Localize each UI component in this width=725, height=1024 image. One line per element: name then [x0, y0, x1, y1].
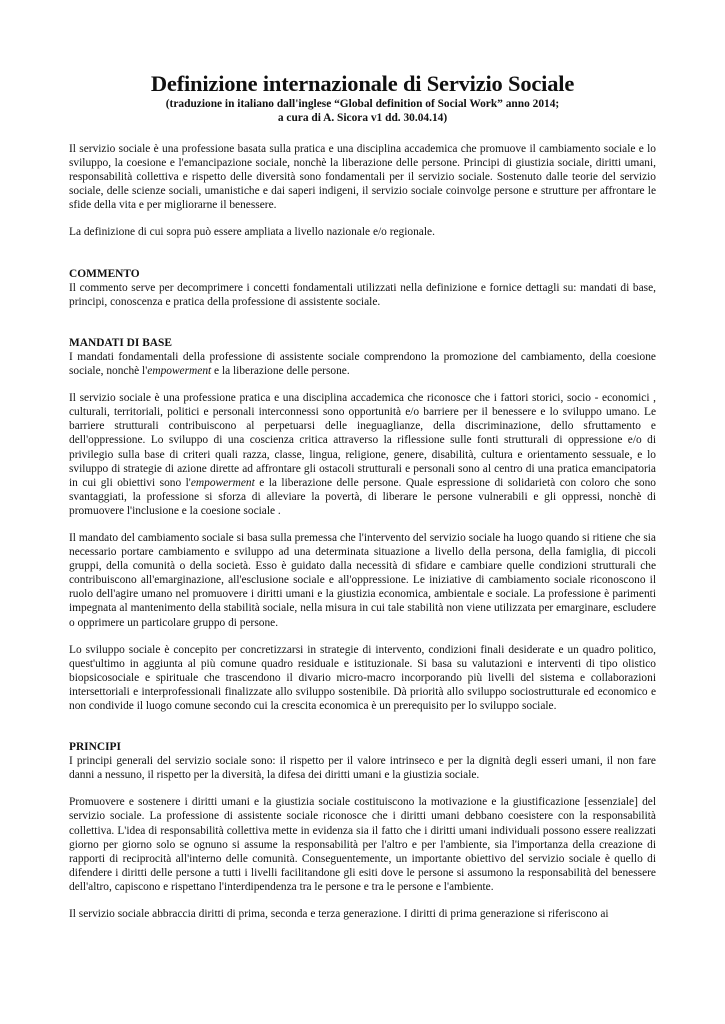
text-run: Il servizio sociale è una professione pratica e una disciplina accademica che riconosce che i fattori storici, socio - economici , culturali, territoriali, politici e personali interconnessi sono opportunità e/o barriere per il benessere e lo sviluppo umano. Le barriere strutturali contribuiscono al perpetuarsi delle ineguaglianze, della discriminazione, dello sfruttamento e dell'oppressione. Lo sviluppo di una coscienza critica attraverso la riflessione sulle fonti strutturali di oppressione e/o di privilegio sulla base di criteri quali razza, classe, lingua, religione, genere, disabilità, cultura e orientamento sessuale, e lo sviluppo di strategie di azione dirette ad affrontare gli ostacoli strutturali e personali sono al centro di una pratica emancipatoria in cui gli obiettivi sono l' [69, 392, 656, 489]
mandati-paragraph-2 [69, 391, 656, 518]
emphasis-empowerment: empowerment [190, 476, 255, 489]
page-title: Definizione internazionale di Servizio Sociale [150, 71, 575, 96]
mandati-paragraph-4: Lo sviluppo sociale è concepito per concretizzarsi in strategie di intervento, condizioni finali desiderate e un quadro politico, quest'ultimo in aggiunta al più comune quadro residuale e istituzionale. Si basa su valutazioni e interventi di tipo olistico biopsicosociale e spirituale che trascendono il divario micro-macro incorporando più livelli del sistema e collaborazioni intersettoriali e interprofessionali finalizzate allo sviluppo sostenibile. Dà priorità allo sviluppo sociostrutturale ed economico e non condivide il luogo comune secondo cui la crescita economica è un prerequisito per lo sviluppo sociale. [69, 643, 656, 712]
subtitle-line-2: a cura di A. Sicora v1 dd. 30.04.14) [277, 112, 448, 124]
section-heading-mandati: MANDATI DI BASE [69, 336, 172, 349]
intro-paragraph-1: Il servizio sociale è una professione basata sulla pratica e una disciplina accademica che promuove il cambiamento sociale e lo sviluppo, la coesione e l'emancipazione sociale, nonchè la liberazione delle persone. Principi di giustizia sociale, diritti umani, responsabilità collettiva e rispetto delle diversità sono fondamentali per il servizio sociale. Sostenuto dalle teorie del servizio sociale, delle scienze sociali, umanistiche e dai saperi indigeni, il servizio sociale coinvolge persone e strutture per affrontare le sfide della vita e per migliorarne il benessere. [69, 143, 656, 212]
intro-paragraph-2: La definizione di cui sopra può essere ampliata a livello nazionale e/o regionale. [69, 226, 435, 239]
text-run: e la liberazione delle persone. Quale espressione di solidarietà con coloro che sono svantaggiati, la professione si sforza di alleviare la povertà, di liberare le persone vulnerabili e gli oppressi, nonchè di promuovere l'inclusione e la coesione sociale . [69, 476, 656, 517]
principi-paragraph-1: I principi generali del servizio sociale sono: il rispetto per il valore intrinseco e per la dignità degli esseri umani, il non fare danni a nessuno, il rispetto per la diversità, la difesa dei diritti umani e la giustizia sociale. [69, 755, 656, 782]
principi-paragraph-3: Il servizio sociale abbraccia diritti di prima, seconda e terza generazione. I diritti di prima generazione si riferiscono ai [69, 908, 609, 921]
section-heading-commento: COMMENTO [69, 267, 140, 280]
text-run: I mandati fondamentali della professione di assistente sociale comprendono la promozione del cambiamento, della coesione sociale, nonchè l' [69, 350, 656, 378]
mandati-paragraph-1 [69, 350, 656, 378]
emphasis-empowerment: empowerment [147, 365, 212, 378]
commento-paragraph-1: Il commento serve per decomprimere i concetti fondamentali utilizzati nella definizione e fornice dettagli su: mandati di base, principi, conoscenza e pratica della professione di assistente sociale. [69, 281, 656, 308]
principi-paragraph-2: Promuovere e sostenere i diritti umani e la giustizia sociale costituiscono la motivazione e la giustificazione [essenziale] del servizio sociale. La professione di assistente sociale riconosce che i diritti umani debbano coesistere con la responsabilità collettiva. L'idea di responsabilità collettiva mette in evidenza sia il fatto che i diritti umani individuali possono essere realizzati giorno per giorno solo se ognuno si assume la responsabilità per l'altro e per l'ambiente, sia l'importanza della creazione di rapporti di reciprocità all'interno delle comunità. Conseguentemente, un importante obiettivo del servizio sociale è quello di difendere i diritti delle persone a tutti i livelli facilitandone gli esiti dove le persone si assumono la responsabilità del benessere dell'altro, capiscono e rispettano l'interdipendenza tra le persone e tra le persone e l'ambiente. [69, 796, 656, 893]
text-run: e la liberazione delle persone. [211, 365, 350, 378]
section-heading-principi: PRINCIPI [69, 741, 121, 754]
mandati-paragraph-3: Il mandato del cambiamento sociale si basa sulla premessa che l'intervento del servizio sociale ha luogo quando si ritiene che sia necessario portare cambiamento e sviluppo ad una determinata situazione a livello della persona, della famiglia, di piccoli gruppi, della comunità o della società. Esso è guidato dalla necessità di sfidare e cambiare quelle condizioni strutturali che contribuiscono all'emarginazione, all'esclusione sociale e all'oppressione. Le iniziative di cambiamento sociale riconoscono il ruolo dell'agire umano nel promuovere i diritti umani e la giustizia economica, ambientale e sociale. La professione è parimenti impegnata al mantenimento della stabilità sociale, nella misura in cui tale stabilità non viene utilizzata per emarginare, escludere o opprimere un particolare gruppo di persone. [69, 531, 656, 629]
subtitle-line-1: (traduzione in italiano dall'inglese “Global definition of Social Work” anno 2014; [165, 98, 560, 110]
